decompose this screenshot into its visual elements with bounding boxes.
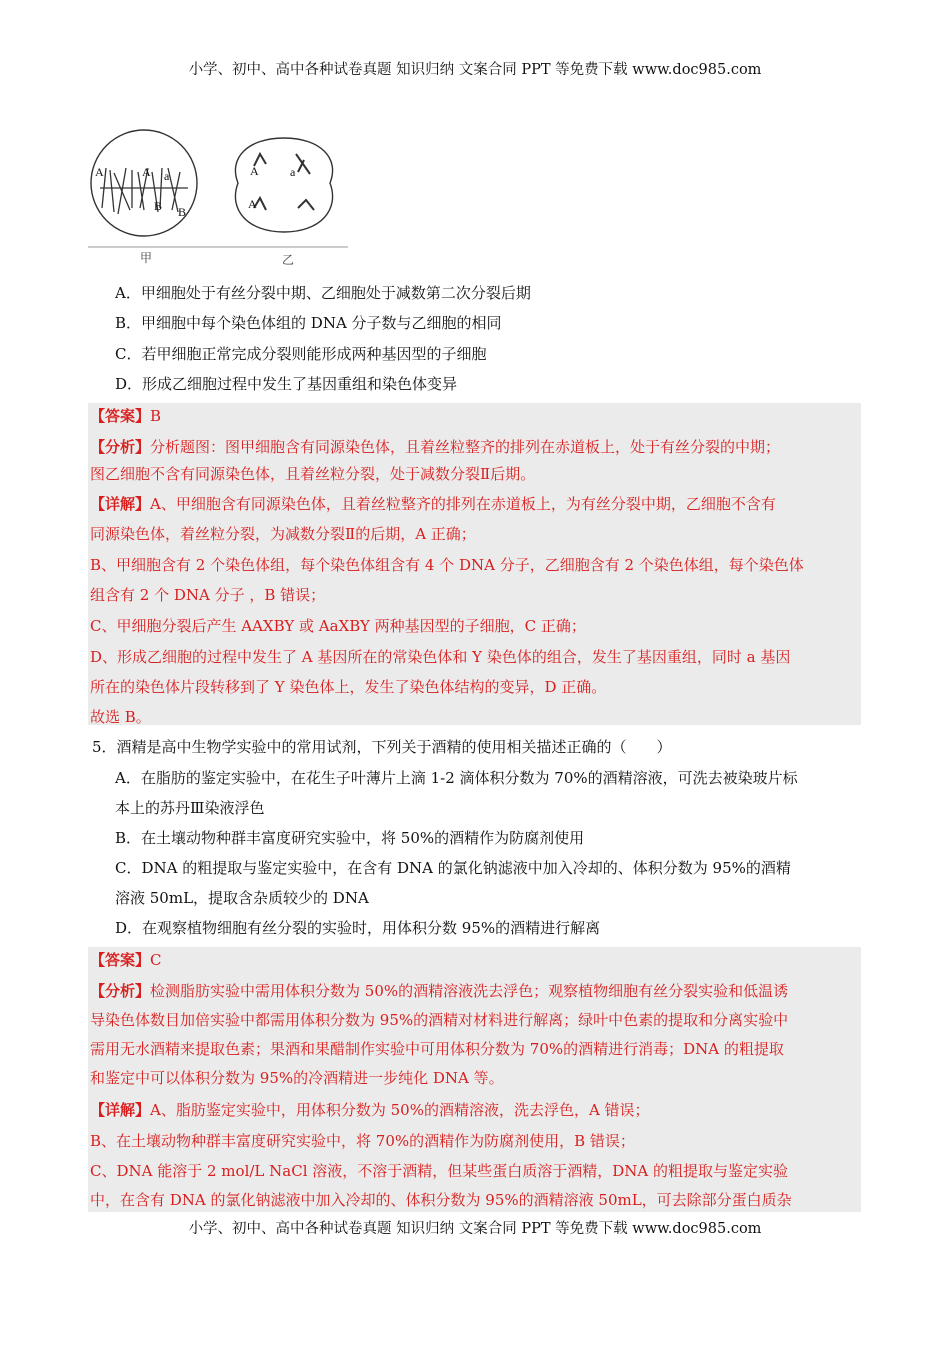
q5-stem: 5．酒精是高中生物学实验中的常用试剂，下列关于酒精的使用相关描述正确的（ ）: [92, 738, 672, 756]
q4-analysis-line: 图乙细胞不含有同源染色体，且着丝粒分裂，处于减数分裂Ⅱ后期。: [90, 465, 536, 483]
page-footer: 小学、初中、高中各种试卷真题 知识归纳 文案合同 PPT 等免费下载 www.doc985.com: [188, 1221, 762, 1237]
q5-option-c-cont: 溶液 50mL，提取含杂质较少的 DNA: [115, 889, 369, 907]
q4-detail-line: B、甲细胞含有 2 个染色体组，每个染色体组含有 4 个 DNA 分子，乙细胞含有 2 个染色体组，每个染色体: [90, 556, 804, 574]
analysis-tag: 【分析】: [90, 982, 151, 1000]
q4-analysis-line: [90, 437, 780, 457]
q4-detail-line: D、形成乙细胞的过程中发生了 A 基因所在的常染色体和 Y 染色体的组合，发生了基因重组，同时 a 基因: [90, 648, 791, 666]
q5-detail-line: B、在土壤动物种群丰富度研究实验中，将 70%的酒精作为防腐剂使用，B 错误；: [90, 1132, 635, 1150]
q5-answer: [90, 950, 162, 970]
q5-option-a: A．在脂肪的鉴定实验中，在花生子叶薄片上滴 1-2 滴体积分数为 70%的酒精溶液，可洗去被染玻片标: [115, 769, 798, 787]
q5-option-a-cont: 本上的苏丹Ⅲ染液浮色: [115, 799, 265, 817]
q5-solution-box: [88, 947, 861, 1212]
cell-division-figure: [88, 128, 348, 268]
figure-label-yi: 乙: [282, 253, 295, 267]
q5-detail-line: C、DNA 能溶于 2 mol/L NaCl 溶液，不溶于酒精，但某些蛋白质溶于酒精，DNA 的粗提取与鉴定实验: [90, 1162, 789, 1180]
page-header: 小学、初中、高中各种试卷真题 知识归纳 文案合同 PPT 等免费下载 www.doc985.com: [188, 62, 762, 78]
gene-label: A: [250, 164, 259, 178]
q4-option-d: D．形成乙细胞过程中发生了基因重组和染色体变异: [115, 375, 458, 393]
cell-jia: [91, 130, 197, 236]
q5-analysis-line: 导染色体数目加倍实验中都需用体积分数为 95%的酒精对材料进行解离；绿叶中色素的提取和分离实验中: [90, 1011, 789, 1029]
gene-label: B: [178, 205, 187, 219]
q4-option-c: C．若甲细胞正常完成分裂则能形成两种基因型的子细胞: [115, 345, 487, 363]
answer-tag: 【答案】: [90, 951, 151, 969]
q4-option-a: A．甲细胞处于有丝分裂中期、乙细胞处于减数第二次分裂后期: [115, 284, 531, 302]
q5-option-b: B．在土壤动物种群丰富度研究实验中，将 50%的酒精作为防腐剂使用: [115, 829, 585, 847]
gene-label: A: [248, 197, 257, 211]
gene-label: B: [154, 199, 163, 213]
q4-option-b: B．甲细胞中每个染色体组的 DNA 分子数与乙细胞的相同: [115, 314, 502, 332]
detail-text: A、甲细胞含有同源染色体，且着丝粒整齐的排列在赤道板上，为有丝分裂中期，乙细胞不含有: [150, 495, 776, 513]
gene-label: a: [290, 165, 296, 179]
q5-detail-line: [90, 1100, 650, 1120]
analysis-text: 分析题图：图甲细胞含有同源染色体，且着丝粒整齐的排列在赤道板上，处于有丝分裂的中期；: [150, 438, 781, 456]
q5-analysis-line: 需用无水酒精来提取色素；果酒和果醋制作实验中可用体积分数为 70%的酒精进行消毒；DNA 的粗提取: [90, 1040, 784, 1058]
answer-value: B: [150, 407, 162, 425]
q5-option-c: C．DNA 的粗提取与鉴定实验中，在含有 DNA 的氯化钠滤液中加入冷却的、体积分数为 95%的酒精: [115, 859, 791, 877]
detail-tag: 【详解】: [90, 495, 151, 513]
q5-analysis-line: 和鉴定中可以体积分数为 95%的冷酒精进一步纯化 DNA 等。: [90, 1069, 504, 1087]
q4-detail-line: 故选 B。: [90, 708, 151, 726]
q4-detail-line: 同源染色体，着丝粒分裂，为减数分裂Ⅱ的后期，A 正确；: [90, 525, 476, 543]
detail-tag: 【详解】: [90, 1101, 151, 1119]
detail-text: A、脂肪鉴定实验中，用体积分数为 50%的酒精溶液，洗去浮色，A 错误；: [150, 1101, 650, 1119]
gene-label: A: [142, 165, 151, 179]
q4-answer: [90, 406, 161, 426]
q5-detail-line: 中，在含有 DNA 的氯化钠滤液中加入冷却的、体积分数为 95%的酒精溶液 50mL，可去除部分蛋白质杂: [90, 1191, 792, 1209]
analysis-tag: 【分析】: [90, 438, 151, 456]
q4-detail-line: 组含有 2 个 DNA 分子 ，B 错误；: [90, 586, 326, 604]
answer-value: C: [150, 951, 162, 969]
gene-label: a: [164, 169, 170, 183]
cell-yi: [235, 138, 332, 232]
q5-analysis-line: [90, 981, 788, 1001]
gene-label: A: [95, 165, 104, 179]
answer-tag: 【答案】: [90, 407, 151, 425]
q5-option-d: D．在观察植物细胞有丝分裂的实验时，用体积分数 95%的酒精进行解离: [115, 919, 601, 937]
q4-solution-box: [88, 403, 861, 725]
q4-detail-line: [90, 494, 776, 514]
figure-label-jia: 甲: [140, 251, 153, 265]
q4-detail-line: 所在的染色体片段转移到了 Y 染色体上，发生了染色体结构的变异，D 正确。: [90, 678, 607, 696]
analysis-text: 检测脂肪实验中需用体积分数为 50%的酒精溶液洗去浮色；观察植物细胞有丝分裂实验和低温诱: [150, 982, 789, 1000]
q4-detail-line: C、甲细胞分裂后产生 AAXBY 或 AaXBY 两种基因型的子细胞，C 正确；: [90, 617, 586, 635]
